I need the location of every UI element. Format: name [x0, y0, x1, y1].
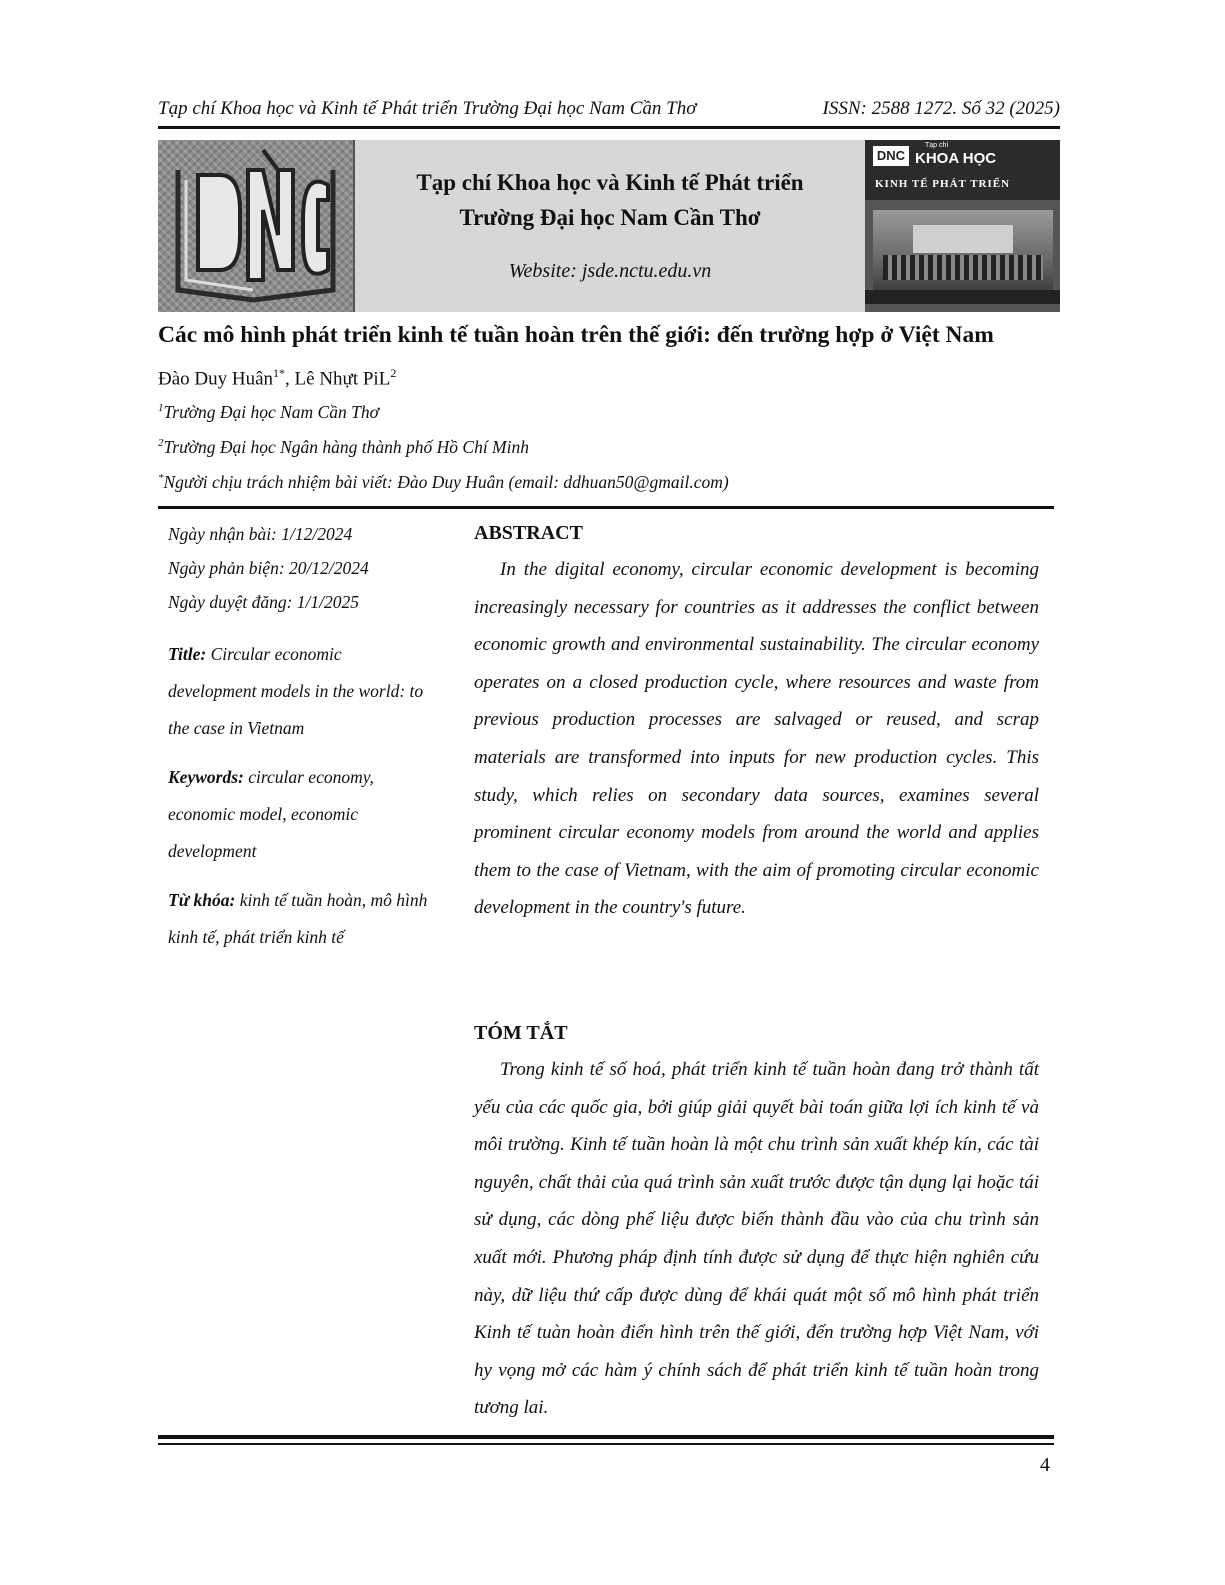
- dnc-logo-icon: [158, 140, 353, 312]
- abstract-heading: ABSTRACT: [474, 522, 583, 544]
- cover-brand: KHOA HỌC: [915, 150, 997, 167]
- tomtat-section: [474, 1022, 1039, 1427]
- footer-rule: [158, 1435, 1054, 1439]
- banner-title-line2: Trường Đại học Nam Cần Thơ: [459, 205, 761, 230]
- banner-center: [353, 140, 867, 312]
- page-number: 4: [1040, 1454, 1050, 1476]
- cover-photo: [873, 210, 1053, 290]
- date-received: Ngày nhận bài: 1/12/2024: [168, 524, 353, 544]
- author-affiliation-marker: 1*: [273, 366, 286, 380]
- keywords-vi: Từ khóa: kinh tế tuần hoàn, mô hình kinh tế, phát triển kinh tế: [168, 890, 428, 947]
- header-rule: [158, 126, 1060, 129]
- article-info-sidebar: [168, 522, 428, 956]
- footer-rule-thin: [158, 1443, 1054, 1445]
- keywords-en: Keywords: circular economy, economic model, economic development: [168, 767, 374, 861]
- cover-logo: DNC: [873, 146, 909, 166]
- author-name: Lê Nhựt PiL: [294, 368, 391, 390]
- tomtat-text: Trong kinh tế số hoá, phát triển kinh tế tuần hoàn đang trở thành tất yếu của các quốc gia, bởi giúp giải quyết bài toán giữa lợi ích kinh tế và môi trường. Kinh tế tuần hoàn là một chu trình sản xuất khép kín, các tài nguyên, chất thải của quá trình sản xuất trước được tận dụng lại hoặc tái sử dụng, các dòng phế liệu được biến thành đầu vào của chu trình sản xuất mới. Phương pháp định tính được sử dụng để thực hiện nghiên cứu này, dữ liệu thứ cấp được dùng để khái quát một số mô hình phát triển Kinh tế tuàn hoàn điển hình trên thế giới, đến trường hợp Việt Nam, với hy vọng mở các hàm ý chính sách để phát triển kinh tế tuần hoàn trong tương lai.: [474, 1059, 1039, 1419]
- date-reviewed: Ngày phản biện: 20/12/2024: [168, 558, 369, 578]
- date-accepted: Ngày duyệt đăng: 1/1/2025: [168, 592, 360, 612]
- journal-banner: [158, 140, 1060, 315]
- affiliation-2: $^2$Trường Đại học Ngân hàng thành phố Hồ Chí Minh: [158, 437, 530, 457]
- banner-title-line1: Tạp chí Khoa học và Kinh tế Phát triển: [416, 170, 804, 195]
- banner-website: Website: jsde.nctu.edu.vn: [508, 260, 712, 282]
- issn-issue: ISSN: 2588 1272. Số 32 (2025): [822, 98, 1060, 119]
- affiliation-1: $^1$Trường Đại học Nam Cần Thơ: [158, 402, 379, 422]
- cover-subtitle: KINH TẾ PHÁT TRIỂN: [875, 178, 1011, 190]
- cover-small-text: Tạp chí: [925, 142, 949, 149]
- author-list: Đào Duy Huân$^{1*}$, Lê Nhựt PiL$^2$: [158, 366, 397, 390]
- author-name: Đào Duy Huân: [158, 368, 274, 390]
- dnc-logo: [158, 140, 353, 312]
- section-rule: [158, 506, 1054, 509]
- english-title: Title: Circular economic development models in the world: to the case in Vietnam: [168, 644, 424, 738]
- journal-cover-image: [865, 140, 1060, 312]
- journal-name: Tạp chí Khoa học và Kinh tế Phát triển Trường Đại học Nam Cần Thơ: [158, 98, 697, 119]
- article-title: Các mô hình phát triển kinh tế tuần hoàn trên thế giới: đến trường hợp ở Việt Nam: [158, 322, 994, 348]
- running-header: [158, 98, 1060, 120]
- tomtat-heading: TÓM TẮT: [474, 1022, 568, 1044]
- abstract-text: In the digital economy, circular economic development is becoming increasingly necessary for countries as it addresses the conflict between economic growth and environmental sustainability. The circular economy operates on a closed production cycle, where resources and waste from previous production processes are salvaged or reused, and scrap materials are transformed into inputs for new production cycles. This study, which relies on secondary data sources, examines several prominent circular economy models from around the world and applies them to the case of Vietnam, with the aim of promoting circular economic development in the country's future.: [474, 559, 1039, 919]
- abstract-section: [474, 522, 1039, 927]
- author-affiliation-marker: 2: [390, 366, 397, 380]
- corresponding-author: *Người chịu trách nhiệm bài viết: Đào Duy Huân (email: ddhuan50@gmail.com): [158, 472, 729, 492]
